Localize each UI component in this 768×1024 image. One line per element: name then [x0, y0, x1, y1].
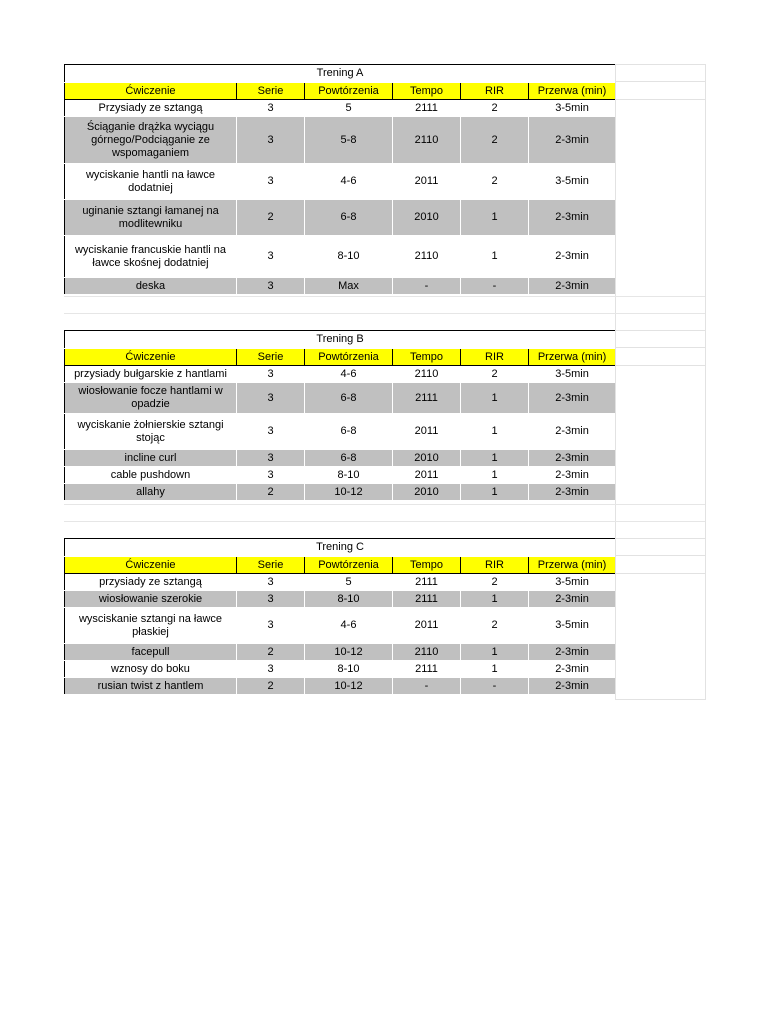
rir-cell: 1 — [461, 661, 529, 678]
table-row — [65, 236, 616, 278]
tempo-cell: 2011 — [393, 414, 461, 450]
tempo-cell: 2110 — [393, 236, 461, 278]
section-title: Trening C — [65, 539, 616, 557]
col-header-sets: Serie — [237, 557, 305, 574]
reps-cell: 8-10 — [305, 591, 393, 608]
exercise-cell: Ściąganie drążka wyciągu górnego/Podciąganie ze wspomaganiem — [65, 117, 237, 164]
exercise-cell: deska — [65, 278, 237, 295]
table-row — [65, 591, 616, 608]
empty-cell — [615, 573, 706, 700]
table-row — [65, 100, 616, 117]
table-row — [65, 644, 616, 661]
col-header-exercise: Ćwiczenie — [65, 557, 237, 574]
reps-cell: 4-6 — [305, 366, 393, 383]
rir-cell: - — [461, 278, 529, 295]
rest-cell: 3-5min — [529, 608, 616, 644]
reps-cell: 4-6 — [305, 608, 393, 644]
sets-cell: 3 — [237, 278, 305, 295]
grid-line — [64, 296, 705, 297]
exercise-cell: wyciskanie hantli na ławce dodatniej — [65, 164, 237, 200]
reps-cell: 5-8 — [305, 117, 393, 164]
table-row — [65, 484, 616, 501]
rir-cell: 2 — [461, 100, 529, 117]
rest-cell: 2-3min — [529, 678, 616, 695]
col-header-rir: RIR — [461, 83, 529, 100]
rir-cell: 1 — [461, 200, 529, 236]
col-header-rir: RIR — [461, 349, 529, 366]
sets-cell: 2 — [237, 200, 305, 236]
reps-cell: 5 — [305, 100, 393, 117]
empty-cell — [615, 538, 706, 556]
tempo-cell: - — [393, 678, 461, 695]
tempo-cell: 2110 — [393, 366, 461, 383]
col-header-sets: Serie — [237, 349, 305, 366]
table-row — [65, 678, 616, 695]
reps-cell: 4-6 — [305, 164, 393, 200]
rest-cell: 2-3min — [529, 644, 616, 661]
reps-cell: 10-12 — [305, 484, 393, 501]
rir-cell: 2 — [461, 164, 529, 200]
rest-cell: 2-3min — [529, 484, 616, 501]
col-header-exercise: Ćwiczenie — [65, 83, 237, 100]
exercise-cell: wiosłowanie focze hantlami w opadzie — [65, 383, 237, 414]
sets-cell: 3 — [237, 467, 305, 484]
tempo-cell: 2010 — [393, 200, 461, 236]
col-header-tempo: Tempo — [393, 557, 461, 574]
exercise-cell: wznosy do boku — [65, 661, 237, 678]
reps-cell: 10-12 — [305, 678, 393, 695]
grid-line — [64, 504, 705, 505]
tempo-cell: 2111 — [393, 574, 461, 591]
table-row — [65, 164, 616, 200]
reps-cell: 10-12 — [305, 644, 393, 661]
col-header-tempo: Tempo — [393, 349, 461, 366]
tempo-cell: 2011 — [393, 608, 461, 644]
empty-cell — [615, 504, 706, 521]
tempo-cell: 2010 — [393, 484, 461, 501]
rir-cell: 2 — [461, 366, 529, 383]
rir-cell: 2 — [461, 574, 529, 591]
reps-cell: 5 — [305, 574, 393, 591]
sets-cell: 3 — [237, 117, 305, 164]
table-row — [65, 200, 616, 236]
grid-line — [64, 521, 705, 522]
rest-cell: 3-5min — [529, 164, 616, 200]
rest-cell: 2-3min — [529, 117, 616, 164]
rir-cell: 1 — [461, 414, 529, 450]
exercise-cell: przysiady ze sztangą — [65, 574, 237, 591]
empty-cell — [615, 64, 706, 82]
empty-cell — [615, 99, 706, 296]
rest-cell: 2-3min — [529, 450, 616, 467]
rest-cell: 3-5min — [529, 100, 616, 117]
exercise-cell: uginanie sztangi łamanej na modlitewniku — [65, 200, 237, 236]
exercise-cell: wiosłowanie szerokie — [65, 591, 237, 608]
sets-cell: 2 — [237, 484, 305, 501]
table-row — [65, 414, 616, 450]
table-row — [65, 574, 616, 591]
col-header-rest: Przerwa (min) — [529, 349, 616, 366]
tempo-cell: 2010 — [393, 450, 461, 467]
sets-cell: 3 — [237, 100, 305, 117]
tempo-cell: 2011 — [393, 164, 461, 200]
table-row — [65, 117, 616, 164]
reps-cell: 6-8 — [305, 200, 393, 236]
reps-cell: 8-10 — [305, 661, 393, 678]
rir-cell: - — [461, 678, 529, 695]
exercise-cell: przysiady bułgarskie z hantlami — [65, 366, 237, 383]
table-row — [65, 661, 616, 678]
rest-cell: 2-3min — [529, 383, 616, 414]
exercise-cell: wyciskanie żołnierskie sztangi stojąc — [65, 414, 237, 450]
reps-cell: 6-8 — [305, 450, 393, 467]
rest-cell: 2-3min — [529, 467, 616, 484]
rir-cell: 1 — [461, 383, 529, 414]
table-row — [65, 450, 616, 467]
col-header-exercise: Ćwiczenie — [65, 349, 237, 366]
rir-cell: 1 — [461, 450, 529, 467]
table-row — [65, 467, 616, 484]
col-header-reps: Powtórzenia — [305, 349, 393, 366]
sets-cell: 3 — [237, 366, 305, 383]
rir-cell: 1 — [461, 591, 529, 608]
reps-cell: Max — [305, 278, 393, 295]
sets-cell: 3 — [237, 574, 305, 591]
sets-cell: 2 — [237, 644, 305, 661]
empty-cell — [615, 81, 706, 99]
reps-cell: 8-10 — [305, 236, 393, 278]
sets-cell: 3 — [237, 414, 305, 450]
rest-cell: 2-3min — [529, 236, 616, 278]
rir-cell: 2 — [461, 117, 529, 164]
empty-cell — [615, 365, 706, 504]
table-row — [65, 608, 616, 644]
rest-cell: 2-3min — [529, 278, 616, 295]
training-table-b — [64, 330, 616, 501]
tempo-cell: 2111 — [393, 383, 461, 414]
tempo-cell: 2011 — [393, 467, 461, 484]
exercise-cell: cable pushdown — [65, 467, 237, 484]
sets-cell: 3 — [237, 608, 305, 644]
tempo-cell: 2110 — [393, 644, 461, 661]
rest-cell: 2-3min — [529, 661, 616, 678]
rir-cell: 2 — [461, 608, 529, 644]
tempo-cell: - — [393, 278, 461, 295]
sets-cell: 3 — [237, 591, 305, 608]
exercise-cell: wysciskanie sztangi na ławce płaskiej — [65, 608, 237, 644]
rir-cell: 1 — [461, 644, 529, 661]
col-header-rest: Przerwa (min) — [529, 557, 616, 574]
rir-cell: 1 — [461, 484, 529, 501]
sets-cell: 3 — [237, 236, 305, 278]
tempo-cell: 2111 — [393, 100, 461, 117]
sets-cell: 3 — [237, 164, 305, 200]
empty-cell — [615, 313, 706, 331]
reps-cell: 6-8 — [305, 414, 393, 450]
sets-cell: 3 — [237, 450, 305, 467]
col-header-rir: RIR — [461, 557, 529, 574]
col-header-rest: Przerwa (min) — [529, 83, 616, 100]
tempo-cell: 2111 — [393, 661, 461, 678]
empty-cell — [615, 330, 706, 348]
col-header-sets: Serie — [237, 83, 305, 100]
tempo-cell: 2111 — [393, 591, 461, 608]
col-header-reps: Powtórzenia — [305, 557, 393, 574]
exercise-cell: wyciskanie francuskie hantli na ławce skośnej dodatniej — [65, 236, 237, 278]
col-header-reps: Powtórzenia — [305, 83, 393, 100]
table-row — [65, 278, 616, 295]
training-table-a — [64, 64, 616, 295]
empty-cell — [615, 347, 706, 365]
reps-cell: 8-10 — [305, 467, 393, 484]
rest-cell: 2-3min — [529, 200, 616, 236]
tempo-cell: 2110 — [393, 117, 461, 164]
training-table-c — [64, 538, 616, 695]
rir-cell: 1 — [461, 236, 529, 278]
exercise-cell: incline curl — [65, 450, 237, 467]
exercise-cell: rusian twist z hantlem — [65, 678, 237, 695]
exercise-cell: Przysiady ze sztangą — [65, 100, 237, 117]
rest-cell: 3-5min — [529, 366, 616, 383]
rest-cell: 3-5min — [529, 574, 616, 591]
table-row — [65, 383, 616, 414]
empty-cell — [615, 555, 706, 574]
section-title: Trening A — [65, 65, 616, 83]
grid-line — [64, 313, 705, 314]
rest-cell: 2-3min — [529, 591, 616, 608]
col-header-tempo: Tempo — [393, 83, 461, 100]
reps-cell: 6-8 — [305, 383, 393, 414]
rir-cell: 1 — [461, 467, 529, 484]
exercise-cell: facepull — [65, 644, 237, 661]
section-title: Trening B — [65, 331, 616, 349]
sets-cell: 3 — [237, 661, 305, 678]
empty-cell — [615, 521, 706, 538]
empty-cell — [615, 296, 706, 313]
rest-cell: 2-3min — [529, 414, 616, 450]
exercise-cell: allahy — [65, 484, 237, 501]
sets-cell: 2 — [237, 678, 305, 695]
table-row — [65, 366, 616, 383]
sets-cell: 3 — [237, 383, 305, 414]
